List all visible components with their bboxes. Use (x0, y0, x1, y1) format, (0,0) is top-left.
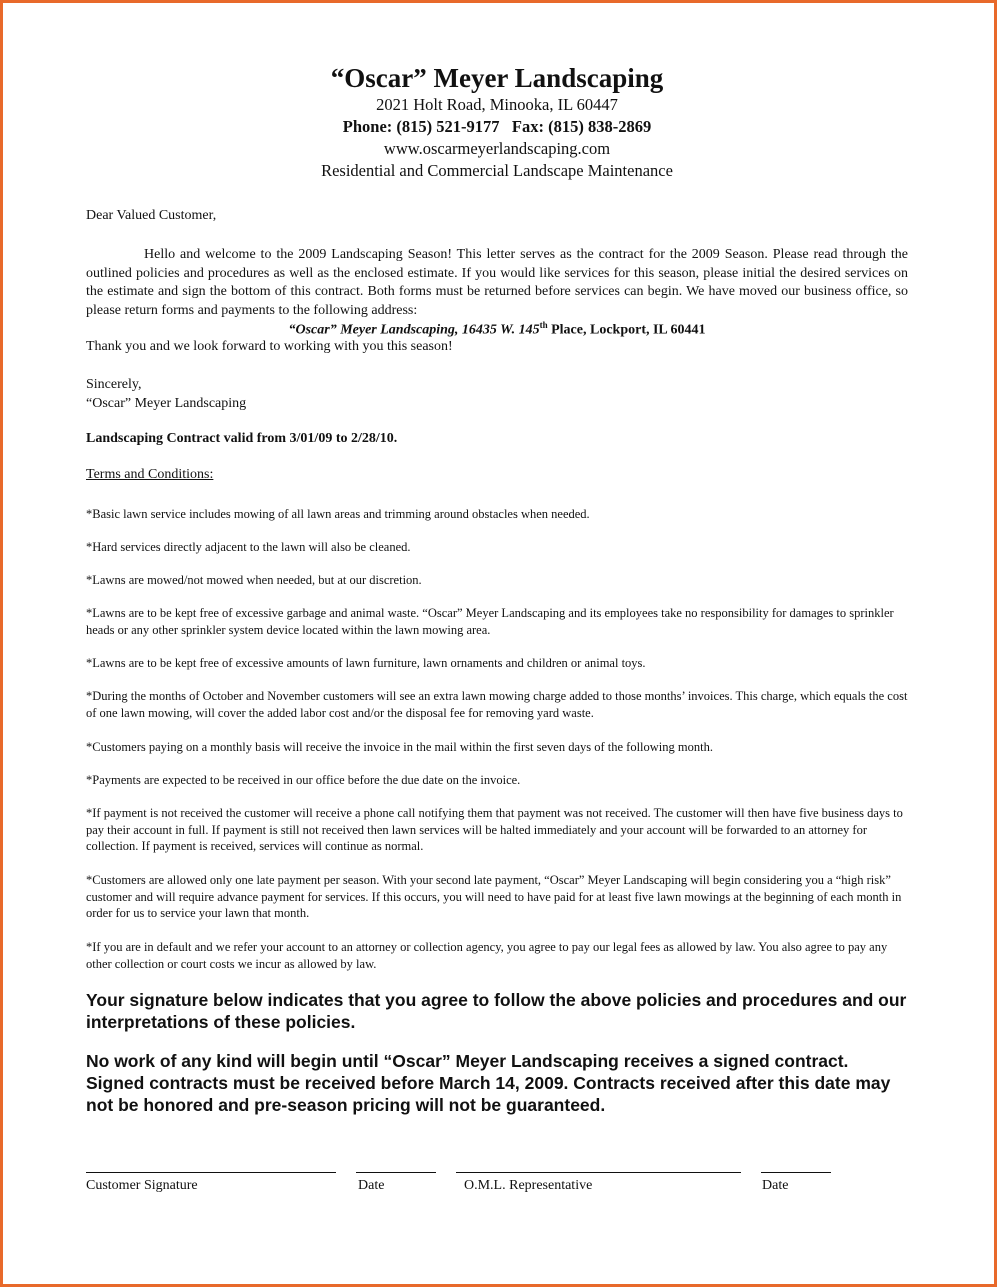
term-item: *Lawns are to be kept free of excessive garbage and animal waste. “Oscar” Meyer Landscaping and its employees take no responsibility for damages to sprinkler heads or any other sprinkler system device located within the lawn mowing area. (86, 606, 894, 637)
phone-fax: Phone: (815) 521-9177 Fax: (815) 838-2869 (342, 117, 652, 136)
company-name: “Oscar” Meyer Landscaping (330, 63, 664, 93)
term-item: *Lawns are to be kept free of excessive amounts of lawn furniture, lawn ornaments and children or animal toys. (86, 656, 646, 670)
representative-label: O.M.L. Representative (464, 1178, 593, 1193)
term-item: *Hard services directly adjacent to the lawn will also be cleaned. (86, 540, 411, 554)
representative-date-line[interactable] (761, 1172, 831, 1173)
letter-body (86, 246, 908, 320)
term-item: *Customers paying on a monthly basis will receive the invoice in the mail within the first seven days of the following month. (86, 740, 713, 754)
representative-signature-line[interactable] (456, 1172, 741, 1173)
address-rest: Place, Lockport, IL 60441 (547, 322, 706, 338)
term-item: *Lawns are mowed/not mowed when needed, but at our discretion. (86, 573, 422, 587)
term-item: *During the months of October and November customers will see an extra lawn mowing charge added to those months’ invoices. This charge, which equals the cost of one lawn mowing, will cover the added labor cost and/or the disposal fee for removing yard waste. (86, 689, 908, 720)
customer-date-label: Date (358, 1178, 385, 1193)
office-address (86, 320, 908, 339)
representative-date-label: Date (762, 1178, 789, 1193)
website: www.oscarmeyerlandscaping.com (383, 139, 611, 158)
contract-valid-dates: Landscaping Contract valid from 3/01/09 to 2/28/10. (86, 431, 398, 446)
customer-signature-label: Customer Signature (86, 1178, 198, 1193)
deadline-notice: No work of any kind will begin until “Oscar” Meyer Landscaping receives a signed contract. Signed contracts must be received before March 14, 2009. Contracts received after this date may not be honored and pre-season pricing will not be guaranteed. (86, 1051, 891, 1115)
salutation: Dear Valued Customer, (86, 208, 217, 223)
tagline: Residential and Commercial Landscape Maintenance (321, 161, 673, 180)
address-sup: th (539, 320, 548, 330)
closing (86, 375, 246, 413)
sincerely: Sincerely, (86, 377, 142, 392)
terms-heading: Terms and Conditions: (86, 467, 214, 482)
contract-document (86, 62, 908, 1193)
letter-body-text: Hello and welcome to the 2009 Landscaping Season! This letter serves as the contract for the 2009 Season. Please read through the outlined policies and procedures as well as the enclosed estimate. If you would like services for this season, please initial the desired services on the estimate and sign the bottom of this contract. Both forms must be returned before services can begin. We have moved our business office, so please return forms and payments to the following address: (86, 247, 908, 318)
term-item: *Basic lawn service includes mowing of all lawn areas and trimming around obstacles when needed. (86, 507, 590, 521)
company-address: 2021 Holt Road, Minooka, IL 60447 (376, 95, 618, 114)
signoff: “Oscar” Meyer Landscaping (86, 396, 247, 411)
thank-you-line: Thank you and we look forward to working with you this season! (86, 339, 453, 354)
term-item: *Customers are allowed only one late payment per season. With your second late payment, “Oscar” Meyer Landscaping will begin considering you a “high risk” customer and will require advance payment for services. If this occurs, you will need to have paid for at least five lawn mowings at the beginning of each month in order for us to service your lawn that month. (86, 873, 902, 920)
term-item: *Payments are expected to be received in our office before the due date on the invoice. (86, 773, 521, 787)
customer-signature-line[interactable] (86, 1172, 336, 1173)
term-item: *If you are in default and we refer your account to an attorney or collection agency, you agree to pay our legal fees as allowed by law. You also agree to pay any other collection or court costs we incur as allowed by law. (86, 940, 888, 971)
signature-notice: Your signature below indicates that you agree to follow the above policies and procedures and our interpretations of these policies. (86, 990, 907, 1032)
letterhead (86, 62, 908, 182)
term-item: *If payment is not received the customer will receive a phone call notifying them that payment was not received. The customer will then have five business days to pay their account in full. If payment is still not received then lawn services will be halted immediately and your account will be forwarded to an attorney for collection. If payment is received, services will continue as normal. (86, 806, 903, 853)
address-italic: “Oscar” Meyer Landscaping, 16435 W. 145 (288, 322, 540, 338)
customer-date-line[interactable] (356, 1172, 436, 1173)
